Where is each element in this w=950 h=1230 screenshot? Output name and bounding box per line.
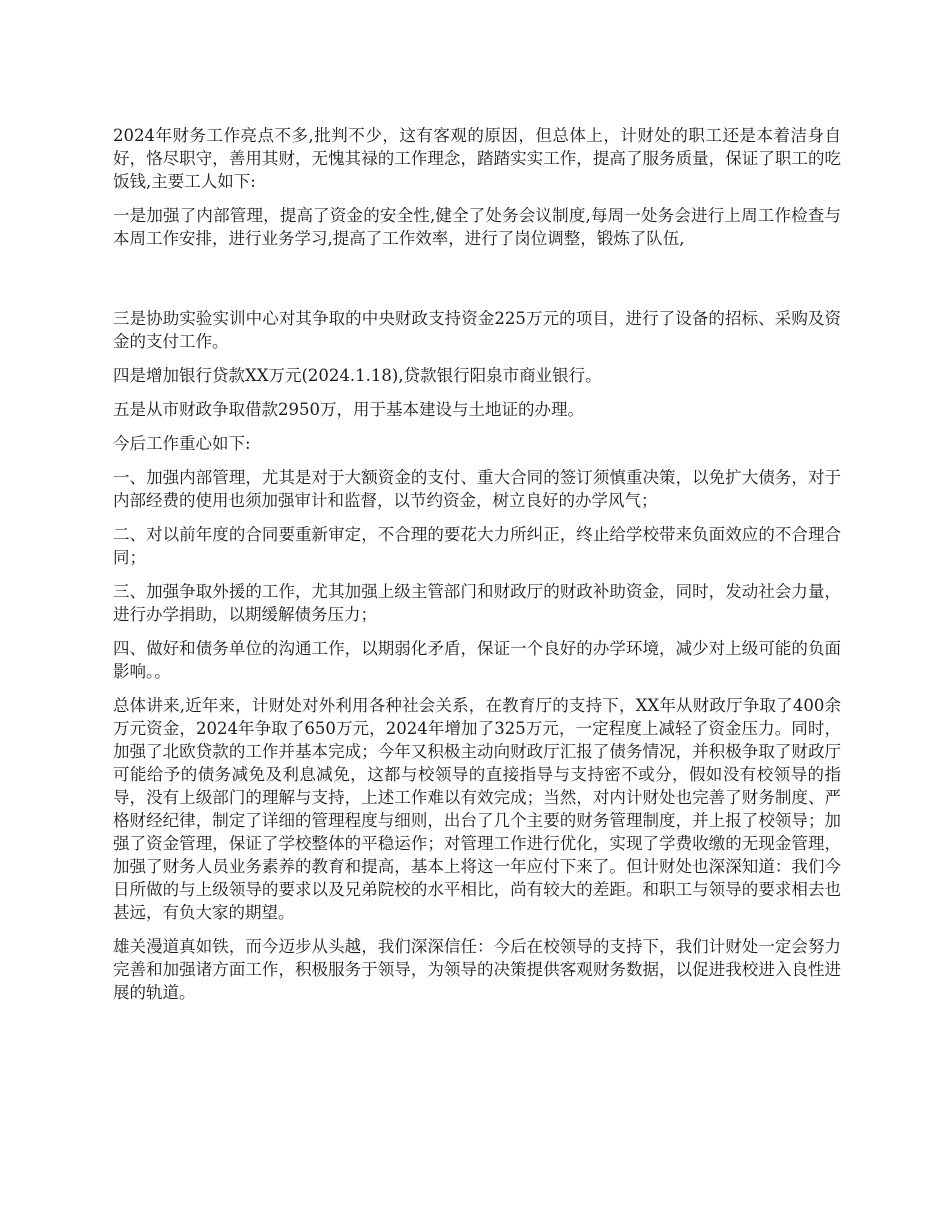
paragraph-closing: 雄关漫道真如铁，而今迈步从头越，我们深深信任：今后在校领导的支持下，我们计财处一定会努力完善和加强诸方面工作，积极服务于领导，为领导的决策提供客观财务数据，以促进我校进入良性进展的轨道。 — [113, 937, 841, 1002]
paragraph-future-3: 三、加强争取外援的工作，尤其加强上级主管部门和财政厅的财政补助资金，同时，发动社会力量，进行办学捐助，以期缓解债务压力； — [113, 582, 841, 624]
paragraph-item-1: 一是加强了内部管理，提高了资金的安全性,健全了处务会议制度,每周一处务会进行上周工作检查与本周工作安排，进行业务学习,提高了工作效率，进行了岗位调整，锻炼了队伍, — [113, 206, 841, 248]
paragraph-future-2: 二、对以前年度的合同要重新审定，不合理的要花大力所纠正，终止给学校带来负面效应的不合理合同； — [113, 525, 841, 567]
paragraph-intro: 2024年财务工作亮点不多,批判不少，这有客观的原因，但总体上，计财处的职工还是本着洁身自好，恪尽职守，善用其财，无愧其禄的工作理念，踏踏实实工作，提高了服务质量，保证了职工的吃饭钱,主要工人如下: — [113, 126, 841, 191]
paragraph-future-4: 四、做好和债务单位的沟通工作，以期弱化矛盾，保证一个良好的办学环境，减少对上级可能的负面影响。。 — [113, 639, 841, 681]
paragraph-future-heading: 今后工作重心如下: — [113, 434, 251, 453]
paragraph-item-3: 三是协助实验实训中心对其争取的中央财政支持资金225万元的项目，进行了设备的招标、采购及资金的支付工作。 — [113, 309, 841, 351]
document-body — [113, 124, 841, 1015]
paragraph-item-5: 五是从市财政争取借款2950万，用于基本建设与土地证的办理。 — [113, 400, 584, 419]
paragraph-item-4: 四是增加银行贷款XX万元(2024.1.18),贷款银行阳泉市商业银行。 — [113, 366, 602, 385]
paragraph-summary: 总体讲来,近年来，计财处对外利用各种社会关系，在教育厅的支持下，XX年从财政厅争取了400余万元资金，2024年争取了650万元，2024年增加了325万元，一定程度上减轻了资金压力。同时，加强了北欧贷款的工作并基本完成；今年又积极主动向财政厅汇报了债务情况，并积极争取了财政厅可能给予的债务减免及利息减免，这都与校领导的直接指导与支持密不或分，假如没有校领导的指导，没有上级部门的理解与支持，上述工作难以有效完成；当然，对内计财处也完善了财务制度、严格财经纪律，制定了详细的管理程度与细则，出台了几个主要的财务管理制度，并上报了校领导；加强了资金管理，保证了学校整体的平稳运作；对管理工作进行优化，实现了学费收缴的无现金管理，加强了财务人员业务素养的教育和提高，基本上将这一年应付下来了。但计财处也深深知道：我们今日所做的与上级领导的要求以及兄弟院校的水平相比，尚有较大的差距。和职工与领导的要求相去也甚远，有负大家的期望。 — [113, 696, 841, 922]
paragraph-future-1: 一、加强内部管理，尤其是对于大额资金的支付、重大合同的签订须慎重决策，以免扩大债务，对于内部经费的使用也须加强审计和监督，以节约资金，树立良好的办学风气； — [113, 468, 841, 510]
